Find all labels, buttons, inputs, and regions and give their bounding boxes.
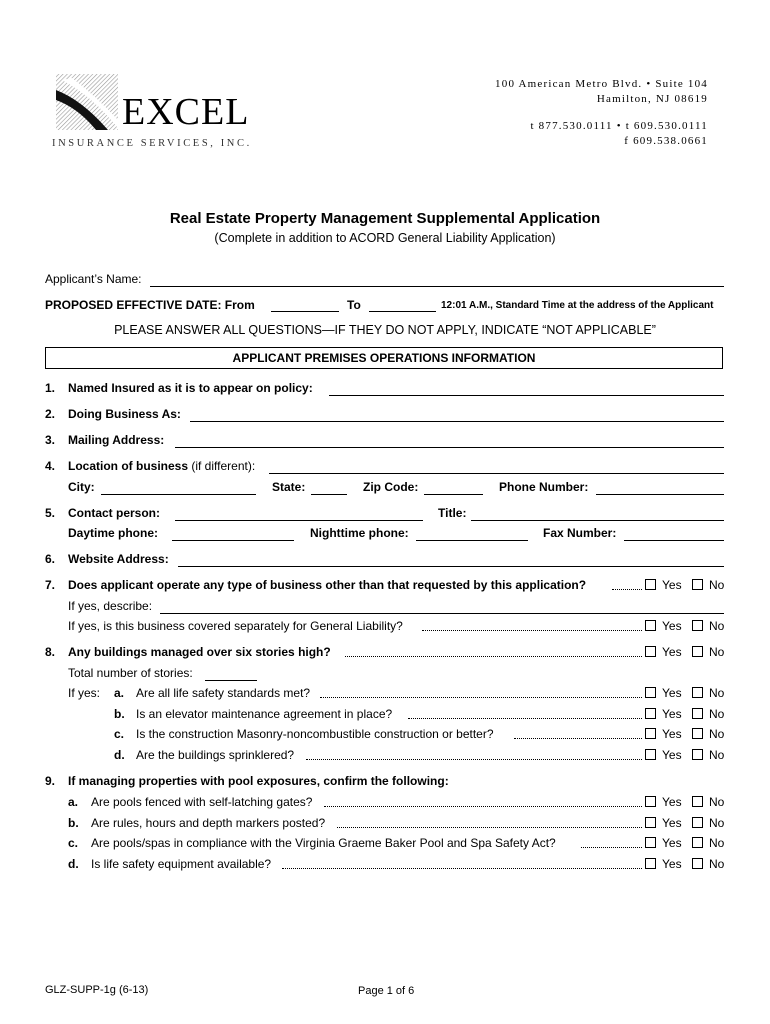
mailing-address-field[interactable] [175, 447, 724, 448]
q7b-no-label: No [709, 619, 725, 633]
q8d-yes-label: Yes [662, 748, 682, 762]
q9c-text: Are pools/spas in compliance with the Virginia Graeme Baker Pool and Spa Safety Act? [91, 836, 556, 850]
q5-number: 5. [45, 506, 56, 520]
city-field[interactable] [101, 494, 256, 495]
q8-yes-label: Yes [662, 645, 682, 659]
q9d-yes-label: Yes [662, 857, 682, 871]
logo-mark-icon [52, 72, 122, 132]
q6-number: 6. [45, 552, 56, 566]
effective-time-note: 12:01 A.M., Standard Time at the address of the Applicant [441, 300, 714, 311]
title-field[interactable] [471, 520, 724, 521]
q8c-yes-checkbox[interactable] [645, 728, 656, 739]
q9c-no-checkbox[interactable] [692, 837, 703, 848]
q9d-text: Is life safety equipment available? [91, 857, 272, 871]
effective-to-label: To [347, 298, 361, 312]
q8a-no-checkbox[interactable] [692, 687, 703, 698]
stories-field[interactable] [205, 680, 257, 681]
q8d-text: Are the buildings sprinklered? [136, 748, 295, 762]
q8b-letter: b. [114, 707, 125, 721]
q1-label: Named Insured as it is to appear on policy: [68, 381, 313, 395]
q8c-text: Is the construction Masonry-noncombustible construction or better? [136, 727, 494, 741]
q2-number: 2. [45, 407, 56, 421]
city-label: City: [68, 480, 95, 494]
daytime-phone-field[interactable] [172, 540, 294, 541]
q8a-text: Are all life safety standards met? [136, 686, 311, 700]
q8a-no-label: No [709, 686, 725, 700]
applicant-name-label: Applicant’s Name: [45, 272, 142, 286]
q8a-yes-label: Yes [662, 686, 682, 700]
phone-line: t 877.530.0111 • t 609.530.0111 [530, 120, 708, 132]
daytime-phone-label: Daytime phone: [68, 526, 159, 540]
q7-no-label: No [709, 578, 725, 592]
state-label: State: [272, 480, 306, 494]
phone-number-field[interactable] [596, 494, 724, 495]
q1-number: 1. [45, 381, 56, 395]
q7-describe-label: If yes, describe: [68, 599, 153, 613]
q8-no-checkbox[interactable] [692, 646, 703, 657]
q8-number: 8. [45, 645, 56, 659]
stories-label: Total number of stories: [68, 666, 193, 680]
effective-to-field[interactable] [369, 311, 436, 312]
q7-no-checkbox[interactable] [692, 579, 703, 590]
q9c-yes-checkbox[interactable] [645, 837, 656, 848]
q7-yes-label: Yes [662, 578, 682, 592]
nighttime-phone-label: Nighttime phone: [310, 526, 409, 540]
q8b-text: Is an elevator maintenance agreement in place? [136, 707, 393, 721]
q8b-yes-label: Yes [662, 707, 682, 721]
q9b-text: Are rules, hours and depth markers posted? [91, 816, 326, 830]
q3-label: Mailing Address: [68, 433, 165, 447]
address-line-1: 100 American Metro Blvd. • Suite 104 [495, 78, 708, 90]
q9b-yes-checkbox[interactable] [645, 817, 656, 828]
phone-number-label: Phone Number: [499, 480, 589, 494]
q9b-no-label: No [709, 816, 725, 830]
section-header-label: APPLICANT PREMISES OPERATIONS INFORMATION [232, 351, 536, 365]
logo-wordmark: EXCEL [122, 91, 250, 133]
q9a-yes-checkbox[interactable] [645, 796, 656, 807]
state-field[interactable] [311, 494, 347, 495]
q9b-letter: b. [68, 816, 79, 830]
q7-yes-checkbox[interactable] [645, 579, 656, 590]
effective-from-field[interactable] [271, 311, 339, 312]
q9-label: If managing properties with pool exposures, confirm the following: [68, 774, 449, 788]
section-header [45, 347, 723, 369]
q9c-no-label: No [709, 836, 725, 850]
q8b-yes-checkbox[interactable] [645, 708, 656, 719]
q8d-no-checkbox[interactable] [692, 749, 703, 760]
q4-label-note: (if different): [188, 459, 256, 473]
q9d-no-checkbox[interactable] [692, 858, 703, 869]
fax-number-field[interactable] [624, 540, 724, 541]
title-label: Title: [438, 506, 467, 520]
location-field[interactable] [269, 473, 724, 474]
company-logo [52, 72, 252, 152]
q8c-no-label: No [709, 727, 725, 741]
effective-date-label: PROPOSED EFFECTIVE DATE: From [45, 298, 255, 312]
q7-describe-field[interactable] [160, 613, 724, 614]
company-address [495, 77, 708, 149]
q9a-yes-label: Yes [662, 795, 682, 809]
q8-no-label: No [709, 645, 725, 659]
q8-yes-checkbox[interactable] [645, 646, 656, 657]
website-field[interactable] [178, 566, 724, 567]
q8a-yes-checkbox[interactable] [645, 687, 656, 698]
page-subtitle: (Complete in addition to ACORD General Liability Application) [214, 231, 556, 245]
q9b-yes-label: Yes [662, 816, 682, 830]
q9b-no-checkbox[interactable] [692, 817, 703, 828]
q8c-no-checkbox[interactable] [692, 728, 703, 739]
q8b-no-checkbox[interactable] [692, 708, 703, 719]
q9a-letter: a. [68, 795, 79, 809]
applicant-name-field[interactable] [150, 286, 724, 287]
zip-label: Zip Code: [363, 480, 419, 494]
q8a-letter: a. [114, 686, 125, 700]
q7b-yes-checkbox[interactable] [645, 620, 656, 631]
form-id: GLZ-SUPP-1g (6-13) [45, 984, 149, 996]
q9c-letter: c. [68, 836, 79, 850]
address-line-2: Hamilton, NJ 08619 [596, 93, 708, 105]
q8-label: Any buildings managed over six stories high? [68, 645, 331, 659]
named-insured-field[interactable] [329, 395, 724, 396]
page-title: Real Estate Property Management Supplemental Application [169, 210, 601, 227]
q9d-no-label: No [709, 857, 725, 871]
nighttime-phone-field[interactable] [416, 540, 528, 541]
q5-label: Contact person: [68, 506, 161, 520]
q8c-yes-label: Yes [662, 727, 682, 741]
q9d-letter: d. [68, 857, 79, 871]
q7-label: Does applicant operate any type of business other than that requested by this application? [68, 578, 587, 592]
contact-person-field[interactable] [175, 520, 423, 521]
page-number: Page 1 of 6 [358, 985, 415, 997]
q9-number: 9. [45, 774, 56, 788]
q8d-no-label: No [709, 748, 725, 762]
q8d-letter: d. [114, 748, 125, 762]
q8c-letter: c. [114, 727, 125, 741]
q8-ifyes-label: If yes: [68, 686, 101, 700]
fax-line: f 609.538.0661 [624, 135, 708, 147]
q7b-yes-label: Yes [662, 619, 682, 633]
q6-label: Website Address: [68, 552, 169, 566]
fax-number-label: Fax Number: [543, 526, 617, 540]
dba-field[interactable] [190, 421, 724, 422]
q8d-yes-checkbox[interactable] [645, 749, 656, 760]
q7b-no-checkbox[interactable] [692, 620, 703, 631]
q4-label-main: Location of business [68, 459, 189, 473]
instruction-text: PLEASE ANSWER ALL QUESTIONS—IF THEY DO NOT APPLY, INDICATE “NOT APPLICABLE” [114, 323, 656, 337]
q7-number: 7. [45, 578, 56, 592]
q3-number: 3. [45, 433, 56, 447]
q4-label [68, 459, 255, 473]
q7-separate-label: If yes, is this business covered separately for General Liability? [68, 619, 403, 633]
q2-label: Doing Business As: [68, 407, 181, 421]
q9d-yes-checkbox[interactable] [645, 858, 656, 869]
q8b-no-label: No [709, 707, 725, 721]
zip-field[interactable] [424, 494, 483, 495]
q9a-no-label: No [709, 795, 725, 809]
logo-subtitle: INSURANCE SERVICES, INC. [52, 138, 252, 149]
q9a-no-checkbox[interactable] [692, 796, 703, 807]
q9a-text: Are pools fenced with self-latching gates? [91, 795, 313, 809]
q9c-yes-label: Yes [662, 836, 682, 850]
q4-number: 4. [45, 459, 56, 473]
